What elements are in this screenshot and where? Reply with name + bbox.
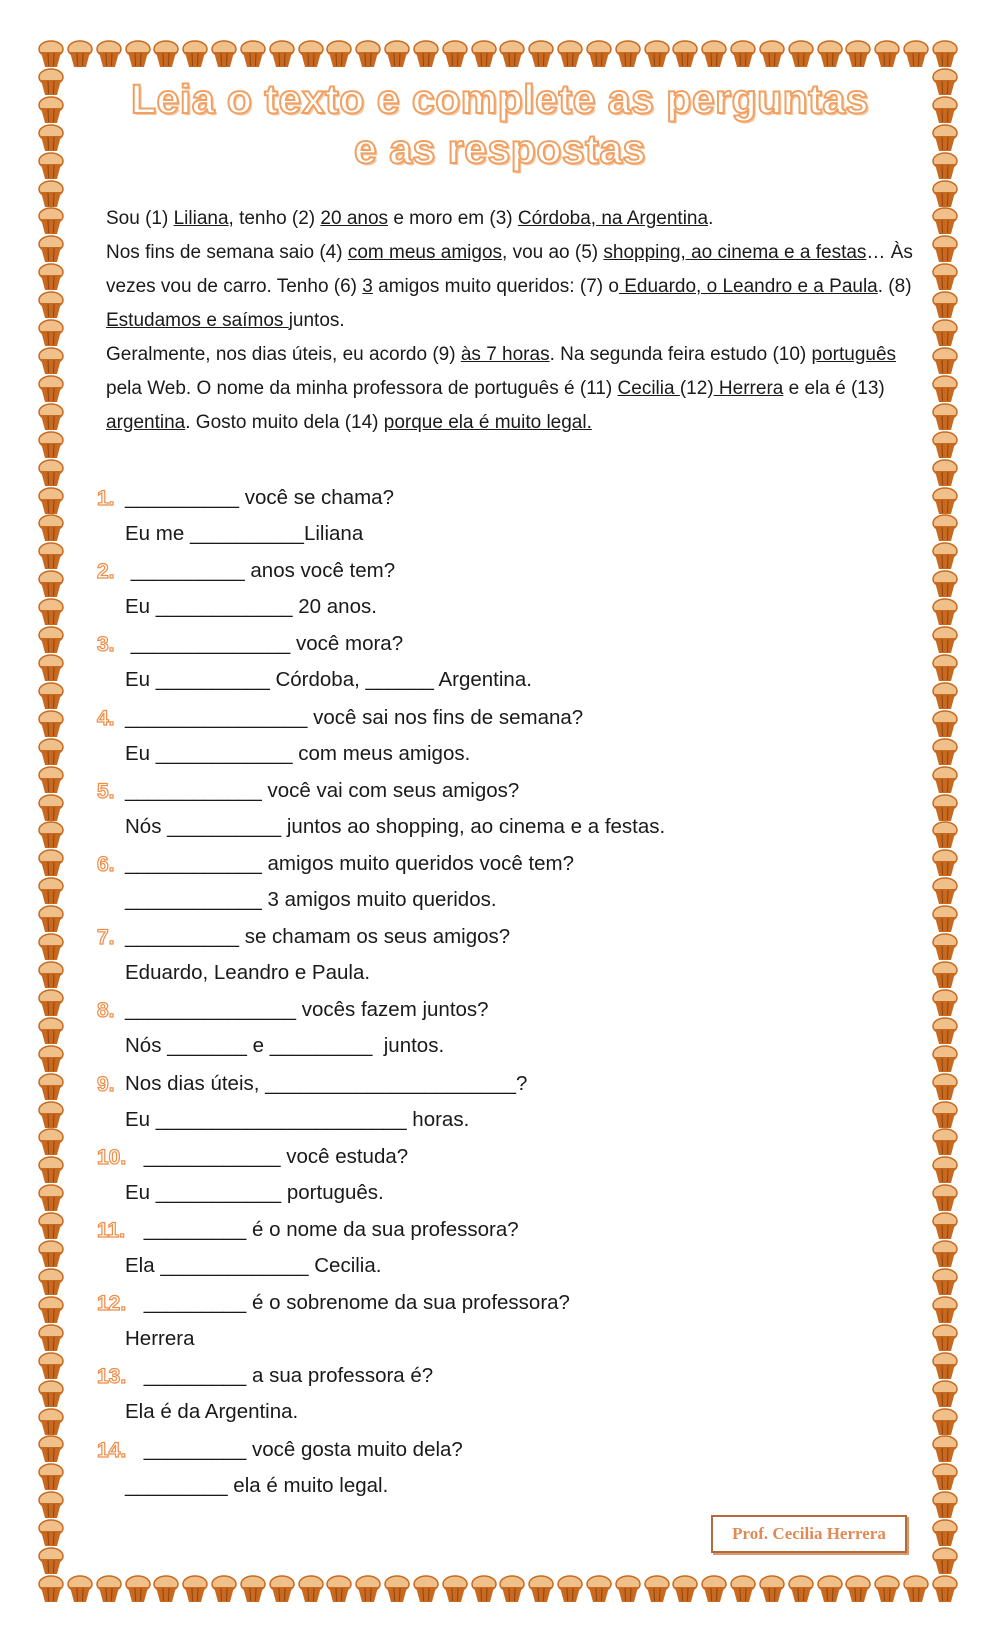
muffin-icon [845,40,871,68]
muffin-icon [932,1212,958,1240]
muffin-icon [528,40,554,68]
muffin-icon [125,40,151,68]
muffin-icon [38,403,64,431]
muffin-icon [38,654,64,682]
answer-text: Eu ______________________ horas. [125,1107,470,1131]
muffin-icon [38,1435,64,1463]
muffin-icon [701,40,727,68]
muffin-icon [499,1575,525,1603]
muffin-icon [67,40,93,68]
muffin-icon [384,1575,410,1603]
question-number: 8. [97,999,115,1023]
muffin-icon [932,487,958,515]
muffin-icon [38,1045,64,1073]
question-text: Nos dias úteis, ______________________? [125,1071,528,1095]
question-text: _______________ vocês fazem juntos? [125,998,489,1022]
muffin-icon [932,1128,958,1156]
muffin-icon [38,1212,64,1240]
muffin-icon [211,40,237,68]
underlined-answer: Cecilia [617,378,680,399]
question-text: ______________ você mora? [125,632,404,656]
muffin-icon [499,40,525,68]
muffin-icon [38,1240,64,1268]
muffin-icon [672,40,698,68]
text-span: … Às vezes vou de carro. Tenho (6) [106,242,913,297]
muffin-icon [932,1017,958,1045]
muffin-icon [38,849,64,877]
muffin-icon [442,1575,468,1603]
muffin-icon [96,40,122,68]
muffin-icon [38,542,64,570]
muffin-icon [38,961,64,989]
muffin-icon [413,1575,439,1603]
muffin-icon [38,1380,64,1408]
underlined-answer: Córdoba, na Argentina [517,208,709,229]
muffin-icon [38,710,64,738]
question-number: 6. [97,853,115,876]
muffin-icon [932,849,958,877]
muffin-icon [211,1575,237,1603]
text-span: amigos muito queridos: (7) o [372,276,619,297]
muffin-icon [298,1575,324,1603]
answer-text: Ela _____________ Cecilia. [125,1254,382,1277]
muffin-icon [38,1101,64,1129]
muffin-icon [817,40,843,68]
muffin-icon [240,1575,266,1603]
muffin-icon [38,1128,64,1156]
muffin-icon [153,1575,179,1603]
muffin-icon [38,933,64,961]
muffin-icon [730,1575,756,1603]
muffin-icon [586,1575,612,1603]
muffin-icon [874,1575,900,1603]
question-text: ________________ você sai nos fins de semana? [125,705,584,729]
question-number: 2. [97,560,115,584]
muffin-icon [38,1324,64,1352]
underlined-answer: 3 [362,276,373,297]
muffin-icon [932,1045,958,1073]
muffin-icon [38,319,64,347]
muffin-icon [644,1575,670,1603]
muffin-icon [932,1575,958,1603]
underlined-answer: português [811,344,897,365]
muffin-icon [932,1296,958,1324]
muffin-icon [557,1575,583,1603]
underlined-answer: 20 anos [320,208,389,229]
muffin-icon [38,570,64,598]
muffin-icon [38,207,64,235]
answer-text: Eu ____________ com meus amigos. [125,741,471,765]
question-number: 13. [97,1365,127,1389]
underlined-answer: Herrera [713,378,784,399]
answer-text: Eu ____________ 20 anos. [125,595,377,619]
muffin-icon [355,40,381,68]
question-number: 3. [97,633,115,657]
muffin-icon [269,40,295,68]
muffin-icon [38,794,64,822]
muffin-icon [615,40,641,68]
muffin-icon [38,626,64,654]
muffin-icon [38,1268,64,1296]
muffin-icon [38,738,64,766]
text-span: juntos. [288,310,345,331]
muffin-icon [932,542,958,570]
text-span: , vou ao (5) [502,242,604,263]
muffin-icon [932,431,958,459]
muffin-icon [38,1519,64,1547]
muffin-icon [38,1156,64,1184]
question-text: _________ é o sobrenome da sua professora? [138,1291,570,1315]
question-text: _________ é o nome da sua professora? [138,1218,519,1241]
muffin-icon [932,905,958,933]
muffin-icon [932,598,958,626]
page-title-line-1: Leia o texto e complete as perguntas [131,76,869,122]
muffin-icon [932,1408,958,1436]
reading-text-paragraph-2 [106,236,926,338]
muffin-icon [38,1547,64,1575]
muffin-icon [932,1435,958,1463]
question-text: _________ você gosta muito dela? [138,1437,463,1461]
muffin-icon [932,235,958,263]
muffin-icon [932,1184,958,1212]
question-text: __________ você se chama? [125,486,394,509]
muffin-icon [932,459,958,487]
muffin-icon [182,1575,208,1603]
muffin-icon [38,235,64,263]
page-title-line-2: e as respostas [354,126,646,172]
muffin-icon [182,40,208,68]
muffin-icon [38,291,64,319]
question-number: 11. [97,1219,126,1242]
muffin-icon [932,738,958,766]
muffin-icon [932,821,958,849]
muffin-icon [932,1463,958,1491]
answer-text: Ela é da Argentina. [125,1400,299,1424]
muffin-icon [932,1268,958,1296]
underlined-answer: Eduardo, o Leandro e a Paula [618,276,878,297]
question-text: __________ se chamam os seus amigos? [125,925,511,949]
muffin-icon [932,375,958,403]
muffin-icon [528,1575,554,1603]
text-span: e ela é (13) [783,378,885,399]
muffin-icon [615,1575,641,1603]
muffin-icon [298,40,324,68]
muffin-icon [38,431,64,459]
muffin-icon [932,403,958,431]
muffin-icon [932,766,958,794]
question-text: ____________ você estuda? [138,1144,409,1168]
text-span: . [708,208,714,229]
question-text: _________ a sua professora é? [138,1364,434,1388]
muffin-icon [38,180,64,208]
muffin-icon [932,626,958,654]
muffin-icon [38,989,64,1017]
muffin-icon [269,1575,295,1603]
muffin-icon [38,347,64,375]
muffin-icon [932,514,958,542]
underlined-answer: às 7 horas [460,344,550,365]
muffin-icon [932,1519,958,1547]
muffin-icon [355,1575,381,1603]
muffin-icon [38,487,64,515]
muffin-icon [38,877,64,905]
muffin-icon [759,1575,785,1603]
answer-text: Eu me __________Liliana [125,522,364,545]
muffin-icon [932,933,958,961]
muffin-icon [38,1017,64,1045]
muffin-icon [845,1575,871,1603]
muffin-icon [932,1101,958,1129]
text-span: . (8) [877,276,912,297]
text-span: (12) [679,378,714,399]
answer-text: _________ ela é muito legal. [125,1473,389,1497]
muffin-icon [38,1352,64,1380]
muffin-icon [932,1352,958,1380]
muffin-icon [557,40,583,68]
text-span: Sou (1) [106,208,174,229]
muffin-icon [932,319,958,347]
question-number: 12. [97,1292,127,1316]
muffin-icon [471,40,497,68]
underlined-answer: Estudamos e saímos [106,310,289,331]
muffin-icon [932,1156,958,1184]
muffin-icon [326,40,352,68]
muffin-icon [932,794,958,822]
question-number: 1. [97,487,115,510]
muffin-icon [932,877,958,905]
muffin-icon [788,1575,814,1603]
question-number: 9. [97,1072,115,1096]
text-span: pela Web. O nome da minha professora de português é (11) [106,378,618,399]
text-span: , tenho (2) [228,208,321,229]
muffin-icon [730,40,756,68]
muffin-icon [38,459,64,487]
answer-text: Nós __________ juntos ao shopping, ao cinema e a festas. [125,814,666,838]
muffin-icon [38,766,64,794]
muffin-icon [903,1575,929,1603]
muffin-icon [932,570,958,598]
muffin-icon [932,1324,958,1352]
muffin-icon [38,598,64,626]
muffin-icon [38,1575,64,1603]
muffin-icon [932,1547,958,1575]
muffin-icon [326,1575,352,1603]
underlined-answer: argentina [106,412,186,433]
muffin-icon [759,40,785,68]
muffin-icon [240,40,266,68]
muffin-icon [38,40,64,68]
muffin-icon [38,514,64,542]
muffin-icon [932,263,958,291]
answer-text: Eduardo, Leandro e Paula. [125,961,371,985]
muffin-icon [38,263,64,291]
muffin-icon [932,710,958,738]
muffin-icon [38,1408,64,1436]
answer-text: ____________ 3 amigos muito queridos. [125,888,497,911]
muffin-icon [932,989,958,1017]
muffin-icon [125,1575,151,1603]
muffin-icon [788,40,814,68]
muffin-icon [932,347,958,375]
muffin-icon [932,1491,958,1519]
question-number: 14. [97,1438,127,1462]
reading-text-paragraph-3 [106,338,926,440]
muffin-icon [38,905,64,933]
muffin-icon [932,180,958,208]
muffin-icon [38,1073,64,1101]
muffin-icon [932,1073,958,1101]
text-span: e moro em (3) [388,208,518,229]
muffin-icon [903,40,929,68]
muffin-icon [932,682,958,710]
muffin-icon [874,40,900,68]
muffin-icon [701,1575,727,1603]
underlined-answer: shopping, ao cinema e a festas [603,242,867,263]
text-span: . Gosto muito dela (14) [185,412,384,433]
question-text: __________ anos você tem? [125,559,396,583]
muffin-icon [67,1575,93,1603]
question-number: 4. [97,706,115,730]
muffin-icon [932,961,958,989]
underlined-answer: com meus amigos [347,242,503,263]
question-text: ____________ amigos muito queridos você tem? [125,852,575,875]
muffin-icon [384,40,410,68]
question-text: ____________ você vai com seus amigos? [125,778,520,802]
muffin-icon [932,207,958,235]
muffin-icon [38,682,64,710]
answer-text: Herrera [125,1327,195,1351]
muffin-icon [38,821,64,849]
muffin-icon [442,40,468,68]
muffin-icon [932,1240,958,1268]
muffin-icon [932,654,958,682]
muffin-icon [644,40,670,68]
muffin-icon [38,1491,64,1519]
muffin-icon [413,40,439,68]
muffin-icon [672,1575,698,1603]
answer-text: Eu ___________ português. [125,1180,384,1204]
muffin-icon [38,1296,64,1324]
muffin-icon [932,40,958,68]
muffin-icon [38,375,64,403]
question-number: 10. [97,1145,127,1169]
question-number: 7. [97,926,115,950]
muffin-icon [153,40,179,68]
muffin-icon [96,1575,122,1603]
underlined-answer: porque ela é muito legal. [383,412,592,433]
text-span: Nos fins de semana saio (4) [106,242,348,263]
answer-text: Nós _______ e _________ juntos. [125,1034,445,1058]
text-span: Geralmente, nos dias úteis, eu acordo (9) [106,344,461,365]
muffin-icon [932,1380,958,1408]
muffin-icon [932,291,958,319]
underlined-answer: Liliana [173,208,229,229]
muffin-icon [586,40,612,68]
muffin-icon [38,1463,64,1491]
muffin-icon [38,1184,64,1212]
muffin-icon [817,1575,843,1603]
author-signature-box: Prof. Cecilia Herrera [711,1515,907,1553]
muffin-icon [471,1575,497,1603]
text-span: . Na segunda feira estudo (10) [549,344,812,365]
question-number: 5. [97,779,115,803]
reading-text-paragraph-1 [106,202,926,236]
answer-text: Eu __________ Córdoba, ______ Argentina. [125,668,532,692]
